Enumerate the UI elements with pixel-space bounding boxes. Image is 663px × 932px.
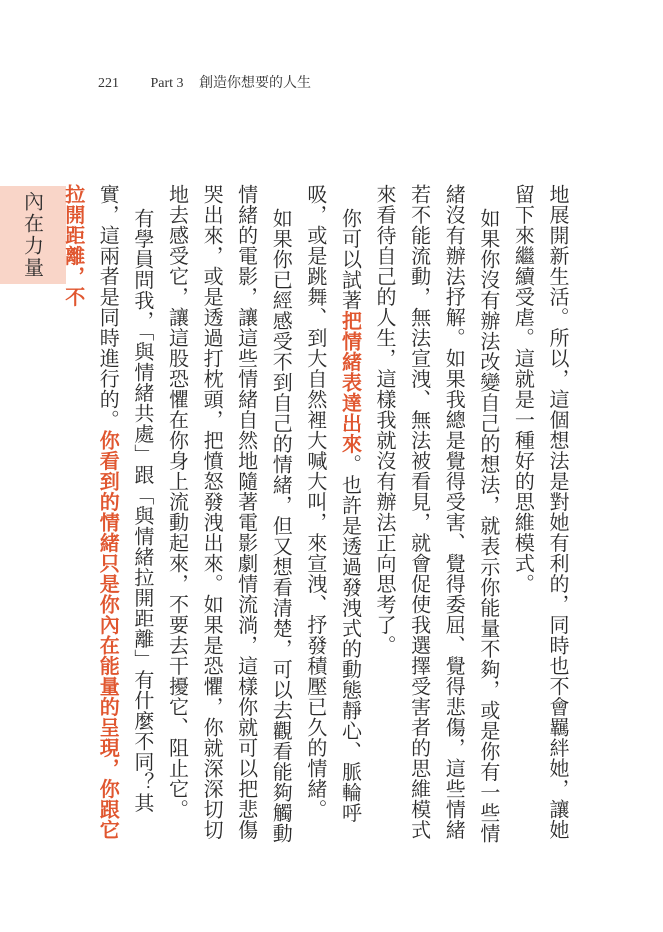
paragraph <box>367 184 505 844</box>
page-number: 221 <box>98 76 119 91</box>
text-segment: 。也許是透過發洩式的動態靜心、脈輪呼吸，或是跳舞、到大自然裡大喊大叫，來宣洩、抒發積壓已久的情緒。 <box>303 184 363 823</box>
paragraph <box>56 184 160 844</box>
chapter-title: 創造你想要的人生 <box>199 76 312 91</box>
part-label: Part 3 <box>150 76 184 91</box>
text-segment: 如果你沒有辦法改變自己的想法，就表示你能量不夠，或是你有一些情緒沒有辦法抒解。如果我總是覺得受害、覺得委屈、覺得悲傷，這些情緒若不能流動，無法宣洩、無法被看見，就會促使我選擇受害者的思維模式來看待自己的人生，這樣我就沒有辦法正向思考了。 <box>373 184 501 844</box>
running-header <box>98 72 311 92</box>
side-tab-label: 內在力量 <box>20 191 45 279</box>
highlighted-text: 你看到的情緒只是你內在能量的呈現，你跟它拉開距離，不 <box>61 184 121 840</box>
text-segment: 你可以試著 <box>338 208 363 311</box>
paragraph <box>160 184 298 844</box>
paragraph <box>298 184 367 844</box>
text-segment: 有學員問我，「與情緒共處」跟「與情緒拉開距離」有什麼不同？其實，這兩者是同時進行的。 <box>96 184 155 813</box>
highlighted-text: 把情緒表達出來 <box>338 310 363 454</box>
body-text <box>61 184 575 844</box>
text-segment: 如果你已經感受不到自己的情緒，但又想看清楚，可以去觀看能夠觸動情緒的電影，讓這些情緒自然地隨著電影劇情流淌，這樣你就可以把悲傷哭出來，或是透過打枕頭，把憤怒發洩出來。如果是恐懼，你就深深切切地去感受它，讓這股恐懼在你身上流動起來，不要去干擾它、阻止它。 <box>165 184 294 844</box>
paragraph <box>506 184 575 844</box>
text-segment: 地展開新生活。所以，這個想法是對她有利的，同時也不會羈絆她，讓她留下來繼續受虐。這就是一種好的思維模式。 <box>511 184 570 840</box>
